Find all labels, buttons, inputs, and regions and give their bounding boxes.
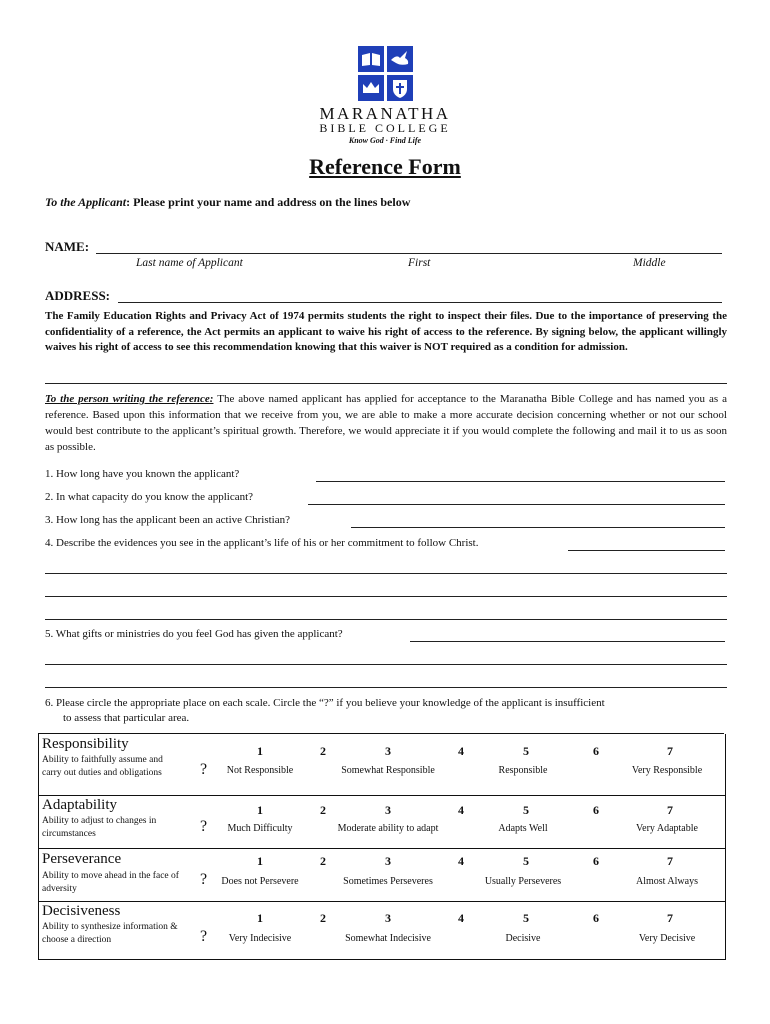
scale-option-4[interactable]: 4 (458, 744, 464, 758)
scale-name: Decisiveness (42, 903, 121, 919)
scale-option-2[interactable]: 2 (320, 854, 326, 868)
scale-label-7: Almost Always (636, 876, 698, 887)
crown-icon (358, 75, 384, 101)
scale-option-4[interactable]: 4 (458, 854, 464, 868)
scale-option-2[interactable]: 2 (320, 911, 326, 925)
answer-line-4b[interactable] (45, 573, 727, 574)
reference-intro-text: The above named applicant has applied for acceptance to the Maranatha Bible College and has named you as a reference. Based upon this information that we receive from you, we are able to make a more accurate decision concerning whether or not our school would best contribute to the applicant’s spiritual growth. Therefore, we would appreciate it if you would complete the following and mail it to us as soon as possible. (45, 393, 727, 453)
signature-line[interactable] (45, 383, 727, 384)
scale-option-7[interactable]: 7 (667, 911, 673, 925)
address-label: ADDRESS: (45, 288, 111, 303)
scale-option-5[interactable]: 5 (523, 911, 529, 925)
scale-row-adaptability (38, 795, 726, 849)
question-5: 5. What gifts or ministries do you feel God has given the applicant? (45, 628, 343, 640)
page-title: Reference Form (309, 154, 461, 179)
scale-option-5[interactable]: 5 (523, 854, 529, 868)
scale-description: Ability to synthesize information & choose a direction (42, 922, 178, 945)
unknown-option[interactable]: ? (200, 871, 208, 888)
logo-tagline: Know God · Find Life (348, 136, 422, 145)
scale-option-6[interactable]: 6 (593, 744, 599, 758)
scale-label-5: Adapts Well (498, 823, 548, 834)
answer-line-5[interactable] (410, 641, 725, 642)
applicant-instruction-label: To the Applicant (45, 195, 127, 209)
scale-option-5[interactable]: 5 (523, 803, 529, 817)
scale-option-3[interactable]: 3 (385, 803, 391, 817)
reference-intro (45, 391, 727, 455)
scale-option-4[interactable]: 4 (458, 803, 464, 817)
scale-label-1: Much Difficulty (227, 823, 293, 834)
applicant-instruction-text: : Please print your name and address on the lines below (126, 195, 411, 209)
name-label: NAME: (45, 239, 90, 254)
scale-label-7: Very Decisive (638, 933, 696, 944)
scale-name: Responsibility (42, 736, 129, 752)
unknown-option[interactable]: ? (200, 818, 208, 835)
scale-option-2[interactable]: 2 (320, 803, 326, 817)
name-input-line[interactable] (96, 253, 722, 254)
answer-line-5b[interactable] (45, 664, 727, 665)
scale-row-decisiveness (38, 901, 726, 960)
scale-option-7[interactable]: 7 (667, 854, 673, 868)
reference-intro-label: To the person writing the reference: (45, 393, 214, 405)
scale-option-1[interactable]: 1 (257, 744, 263, 758)
scale-description: Ability to move ahead in the face of adversity (42, 871, 179, 894)
logo-name: MARANATHA (319, 104, 451, 123)
scale-description: Ability to faithfully assume and carry out duties and obligations (42, 755, 163, 778)
scale-option-1[interactable]: 1 (257, 803, 263, 817)
scale-label-5: Decisive (505, 933, 541, 944)
question-4: 4. Describe the evidences you see in the applicant’s life of his or her commitment to follow Christ. (45, 537, 479, 549)
answer-line-5c[interactable] (45, 687, 727, 688)
unknown-option[interactable]: ? (200, 928, 208, 945)
scale-option-1[interactable]: 1 (257, 911, 263, 925)
scale-option-6[interactable]: 6 (593, 911, 599, 925)
scale-option-3[interactable]: 3 (385, 911, 391, 925)
scale-label-1: Does not Persevere (221, 876, 299, 887)
scale-instruction-cont: to assess that particular area. (63, 712, 190, 724)
scale-option-6[interactable]: 6 (593, 803, 599, 817)
question-2: 2. In what capacity do you know the applicant? (45, 491, 254, 503)
scale-label-3: Somewhat Responsible (341, 765, 435, 776)
scale-label-3: Somewhat Indecisive (345, 933, 431, 944)
college-logo (0, 46, 770, 146)
scale-option-7[interactable]: 7 (667, 803, 673, 817)
first-name-label: First (408, 257, 431, 269)
answer-line-1[interactable] (316, 481, 725, 482)
answer-line-3[interactable] (351, 527, 725, 528)
applicant-instruction (45, 195, 410, 210)
cross-shield-icon (387, 75, 413, 101)
scale-label-1: Not Responsible (226, 765, 294, 776)
scale-label-3: Sometimes Perseveres (343, 876, 433, 887)
scale-row-responsibility (38, 734, 726, 796)
middle-name-label: Middle (633, 257, 666, 269)
scale-option-6[interactable]: 6 (593, 854, 599, 868)
scale-label-5: Usually Perseveres (484, 876, 562, 887)
open-book-icon (358, 46, 384, 72)
scale-option-7[interactable]: 7 (667, 744, 673, 758)
answer-line-4d[interactable] (45, 619, 727, 620)
ferpa-notice: The Family Education Rights and Privacy Act of 1974 permits students the right to inspect their files. Due to the importance of preserving the confidentiality of a reference, the Act permits an applicant to waive his right of access to the reference. By signing below, the applicant willingly waives his right of access to see this recommendation knowing that this waiver is NOT required as a condition for admission. (45, 310, 727, 353)
dove-icon (387, 46, 413, 72)
unknown-option[interactable]: ? (200, 761, 208, 778)
last-name-label: Last name of Applicant (136, 257, 243, 269)
logo-subtitle: BIBLE COLLEGE (319, 121, 451, 135)
answer-line-2[interactable] (308, 504, 725, 505)
scale-option-5[interactable]: 5 (523, 744, 529, 758)
scale-option-3[interactable]: 3 (385, 744, 391, 758)
answer-line-4[interactable] (568, 550, 725, 551)
scale-label-7: Very Adaptable (636, 823, 698, 834)
scale-row-perseverance (38, 848, 726, 902)
scale-instruction: 6. Please circle the appropriate place on each scale. Circle the “?” if you believe your knowledge of the applicant is insufficient (45, 697, 605, 709)
question-3: 3. How long has the applicant been an active Christian? (45, 514, 290, 526)
scale-name: Perseverance (42, 851, 122, 867)
scale-description: Ability to adjust to changes in circumstances (42, 816, 157, 839)
answer-line-4c[interactable] (45, 596, 727, 597)
scale-label-7: Very Responsible (631, 765, 703, 776)
scale-label-3: Moderate ability to adapt (337, 823, 439, 834)
address-input-line[interactable] (118, 302, 722, 303)
scale-name: Adaptability (42, 797, 117, 813)
scale-option-1[interactable]: 1 (257, 854, 263, 868)
scale-option-3[interactable]: 3 (385, 854, 391, 868)
scale-option-2[interactable]: 2 (320, 744, 326, 758)
scale-label-5: Responsible (498, 765, 548, 776)
scale-label-1: Very Indecisive (228, 933, 292, 944)
scale-option-4[interactable]: 4 (458, 911, 464, 925)
question-1: 1. How long have you known the applicant? (45, 468, 240, 480)
